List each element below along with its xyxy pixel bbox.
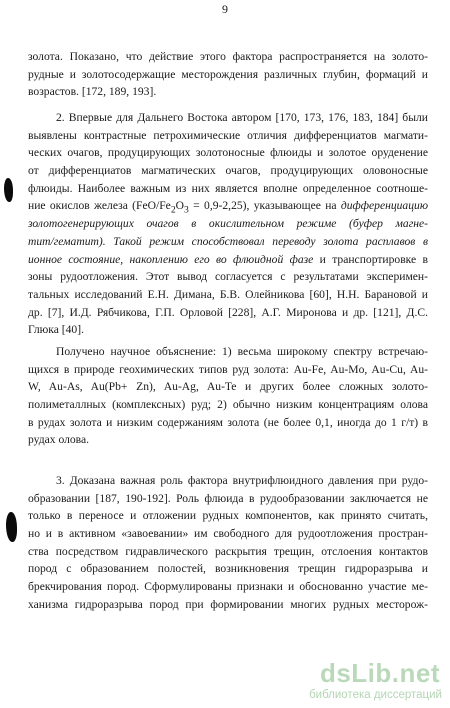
text-line: ханизма гидроразрыва пород при формировании многих рудных месторож- [28, 597, 428, 611]
text-line: др. [7], И.Д. Рябчикова, Г.П. Орловой [228], А.Г. Миронова и др. [121], Д.С. [28, 305, 428, 319]
text-fragment: и транспортировке в [313, 252, 428, 266]
text-fragment: O [175, 199, 185, 213]
text-line: Получено научное объяснение: 1) весьма широкому спектру встречаю- [56, 345, 428, 358]
text-line: рудные и золотосодержащие месторождения различных глубин, формаций и [28, 67, 428, 81]
paragraph-2 [28, 109, 428, 339]
text-line: щихся в природе геохимических типов руд золота: Au-Fe, Au-Mo, Au-Cu, Au- [28, 362, 428, 376]
text-fragment: ние окислов железа (FeO/Fe [28, 199, 171, 213]
text-line: 3. Доказана важная роль фактора внутрифлюидного давления при рудо- [56, 474, 428, 487]
text-line-formula [28, 197, 428, 215]
paragraph-4 [28, 472, 428, 614]
italic-fragment: дифференциацию [340, 199, 428, 213]
text-line: от дифференциатов магматических очагов, продуцирующих оловоносные [28, 164, 428, 178]
text-line: брекчирования пород. Сформулированы признаки и обоснованно участие ме- [28, 580, 428, 594]
text-line: золотогенерирующих очагов в окислительном режиме (буфер магне- [28, 217, 428, 231]
text-line: зоны рудоотложения. Этот вывод согласуется с результатами эксперимен- [28, 270, 428, 284]
watermark-logo: dsLib.net [319, 658, 440, 688]
text-line: выявлены контрастные петрохимические отличия дифференциатов магмати- [28, 128, 428, 142]
italic-fragment: ионное состояние, накоплению его во флюидной фазе [28, 252, 314, 266]
text-line: полиметаллных (комплексных) руд; 2) обычно низким концентрациям олова [28, 398, 428, 412]
text-fragment: = 0,9-2,25), указывающее на [188, 199, 341, 213]
text-line: только в переносе и отложении рудных компонентов, как принято считать, [28, 509, 428, 523]
subscript: 2 [170, 204, 176, 216]
text-line-mixed [28, 251, 428, 269]
text-line: тальных исследований Е.Н. Димана, Б.В. Олейникова [60], Н.Н. Барановой и [28, 287, 428, 301]
text-line: рудах олова. [28, 433, 90, 447]
text-line: W, Au-As, Au(Pb+ Zn), Au-Ag, Au-Te и других более сложных золото- [28, 380, 428, 394]
page-number: 9 [222, 2, 228, 16]
watermark-subtitle: библиотека диссертаций [309, 689, 442, 701]
text-line: флюиды. Наиболее важным из них является вполне определенное соотноше- [28, 181, 428, 195]
scan-blot [4, 178, 13, 202]
text-line: возрастов. [172, 189, 193]. [28, 85, 157, 99]
text-line: 2. Впервые для Дальнего Востока автором [170, 173, 176, 183, 184] были [56, 111, 428, 124]
text-line: Глюка [40]. [28, 323, 84, 337]
text-line: в рудах золота и низким содержаниям золота (не более 0,1, иногда до 1 г/т) в [28, 415, 428, 429]
text-line: образовании [187, 190-192]. Роль флюида в рудообразовании заключается не [28, 491, 428, 505]
text-line: золота. Показано, что действие этого фактора распространяется на золото- [28, 50, 428, 63]
paragraph-1 [28, 48, 428, 101]
text-line: но и в активном «завоевании» им свободного для рудоотложения простран- [28, 527, 428, 541]
subscript: 3 [184, 204, 189, 216]
text-line: ства посредством гидравлического раскрытия трещин, отслоения контактов [28, 544, 428, 558]
paragraph-3 [28, 343, 428, 449]
text-line: тит/гематит). Такой режим способствовал переводу золота расплавов в [28, 234, 428, 248]
watermark [248, 658, 444, 704]
text-line: пород с образованием полостей, возникновения трещин гидроразрыва и [28, 562, 428, 576]
text-line: ческих очагов, продуцирующих золотоносные флюиды и золотое оруденение [28, 146, 428, 160]
scan-blot [6, 512, 17, 542]
